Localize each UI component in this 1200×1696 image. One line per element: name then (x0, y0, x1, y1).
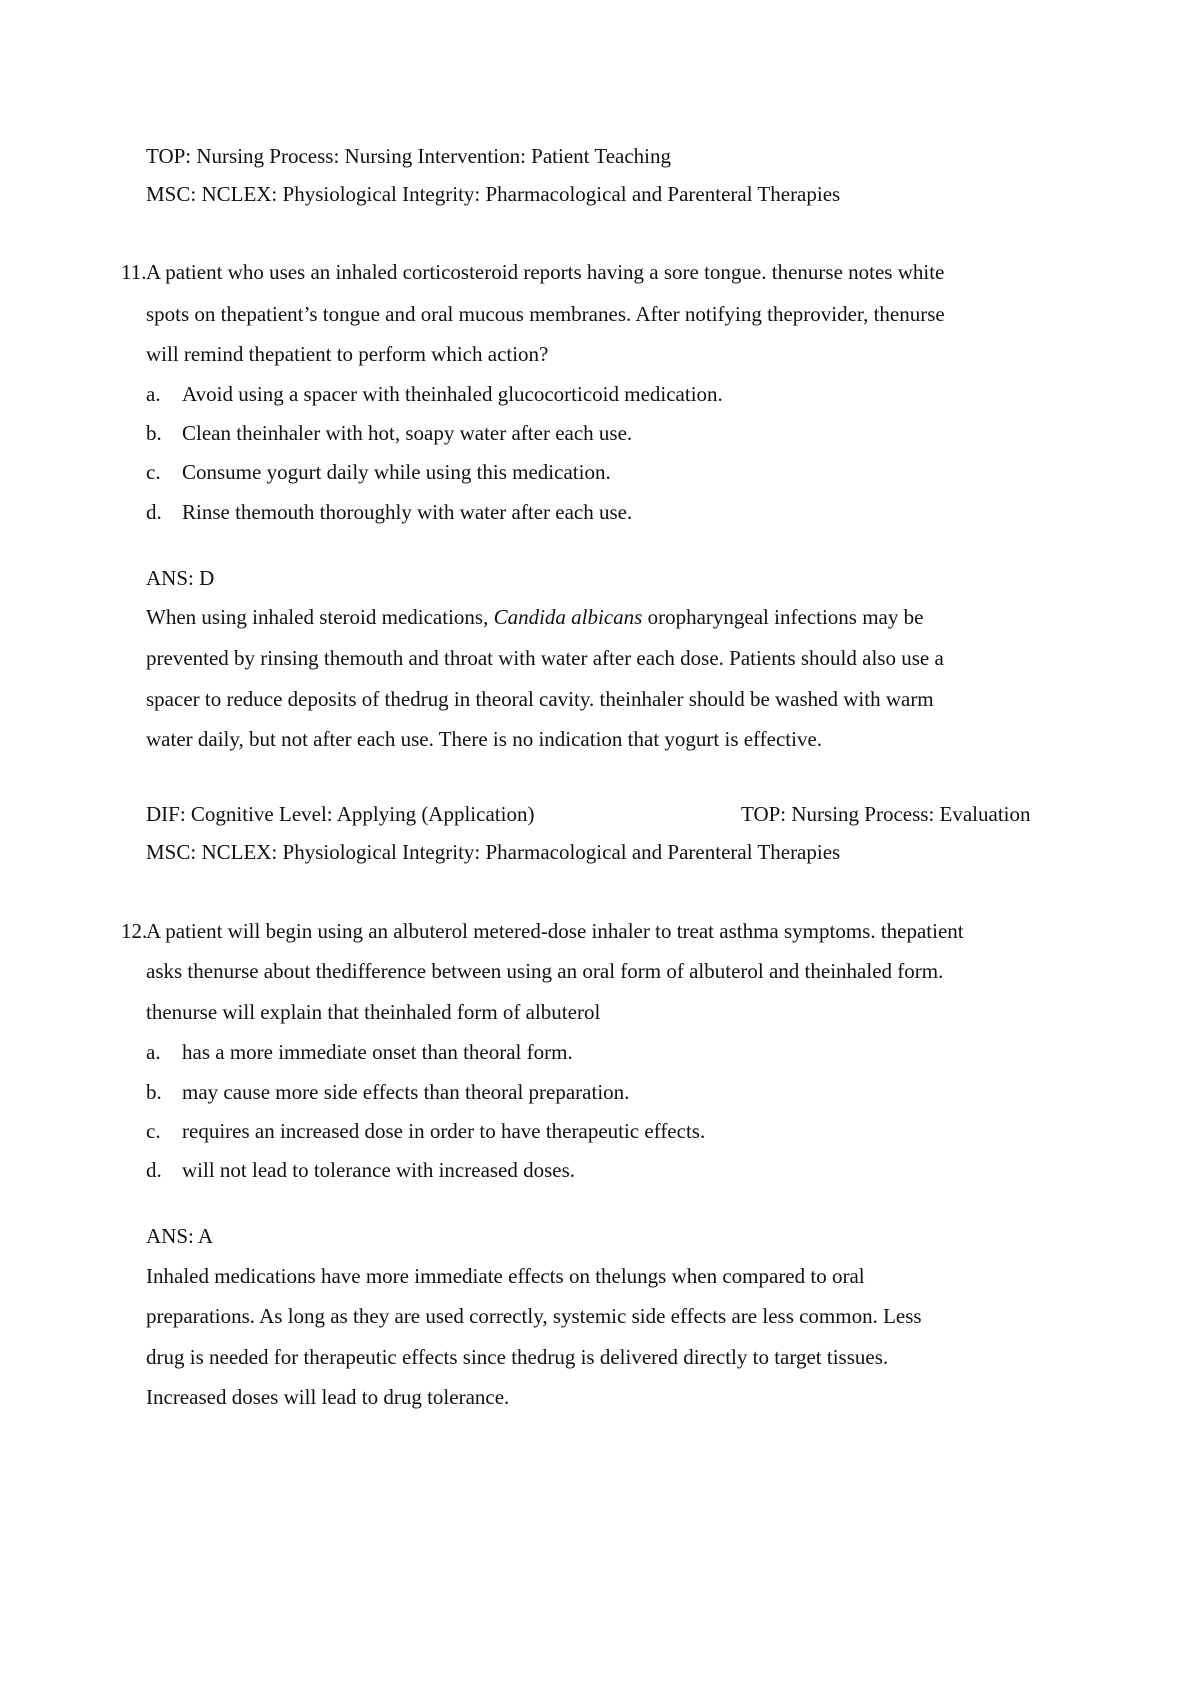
option-text: Clean theinhaler with hot, soapy water after each use. (182, 421, 633, 445)
question-stem-line: will remind thepatient to perform which action? (146, 342, 549, 366)
rationale-line: Increased doses will lead to drug tolerance. (146, 1385, 510, 1409)
rationale-text: oropharyngeal infections may be (642, 605, 924, 629)
option-letter: d. (146, 500, 162, 524)
rationale-line: drug is needed for therapeutic effects since thedrug is delivered directly to target tissues. (146, 1345, 889, 1369)
answer-key: ANS: A (146, 1224, 214, 1248)
question-stem-line: asks thenurse about thedifference between using an oral form of albuterol and theinhaled form. (146, 959, 944, 983)
option-letter: b. (146, 1080, 162, 1104)
question-stem-line: thenurse will explain that theinhaled form of albuterol (146, 1000, 601, 1024)
option-letter: c. (146, 1119, 161, 1143)
option-text: will not lead to tolerance with increased doses. (182, 1158, 576, 1182)
msc-meta: MSC: NCLEX: Physiological Integrity: Pharmacological and Parenteral Therapies (146, 840, 841, 864)
rationale-line: preparations. As long as they are used correctly, systemic side effects are less common. Less (146, 1304, 922, 1328)
question-number: 11. (121, 260, 147, 284)
question-stem-line: A patient who uses an inhaled corticosteroid reports having a sore tongue. thenurse notes white (146, 260, 945, 284)
rationale-line: spacer to reduce deposits of thedrug in theoral cavity. theinhaler should be washed with warm (146, 687, 934, 711)
difficulty-meta: DIF: Cognitive Level: Applying (Application) (146, 802, 535, 826)
header-msc: MSC: NCLEX: Physiological Integrity: Pharmacological and Parenteral Therapies (146, 182, 841, 206)
option-text: Rinse themouth thoroughly with water after each use. (182, 500, 633, 524)
option-text: Avoid using a spacer with theinhaled glucocorticoid medication. (182, 382, 723, 406)
option-text: has a more immediate onset than theoral form. (182, 1040, 573, 1064)
rationale-line: Inhaled medications have more immediate effects on thelungs when compared to oral (146, 1264, 865, 1288)
rationale-line (146, 604, 923, 630)
option-letter: d. (146, 1158, 162, 1182)
option-letter: b. (146, 421, 162, 445)
rationale-italic-term: Candida albicans (493, 605, 643, 629)
option-letter: a. (146, 1040, 161, 1064)
header-topic: TOP: Nursing Process: Nursing Intervention: Patient Teaching (146, 144, 672, 168)
option-text: Consume yogurt daily while using this medication. (182, 460, 611, 484)
question-stem-line: A patient will begin using an albuterol metered-dose inhaler to treat asthma symptoms. thepatient (146, 919, 964, 943)
rationale-line: water daily, but not after each use. There is no indication that yogurt is effective. (146, 727, 823, 751)
option-text: may cause more side effects than theoral preparation. (182, 1080, 630, 1104)
answer-key: ANS: D (146, 566, 215, 590)
question-stem-line: spots on thepatient’s tongue and oral mucous membranes. After notifying theprovider, thenurse (146, 302, 945, 326)
topic-meta: TOP: Nursing Process: Evaluation (741, 802, 1031, 826)
option-text: requires an increased dose in order to have therapeutic effects. (182, 1119, 706, 1143)
question-number: 12. (121, 919, 148, 943)
rationale-line: prevented by rinsing themouth and throat with water after each dose. Patients should also use a (146, 646, 944, 670)
option-letter: c. (146, 460, 161, 484)
rationale-text: When using inhaled steroid medications, (146, 605, 494, 629)
option-letter: a. (146, 382, 161, 406)
